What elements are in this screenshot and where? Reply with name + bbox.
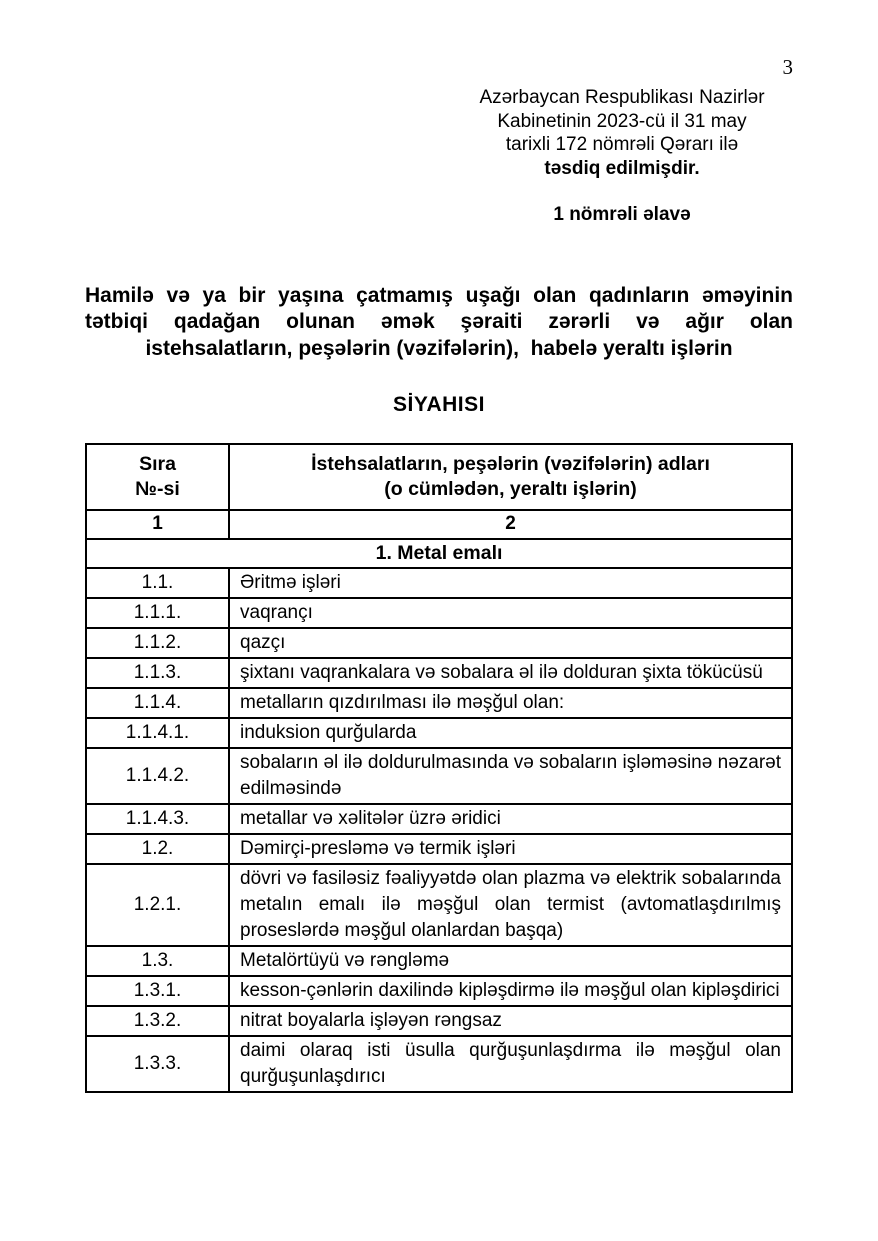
annex-label: 1 nömrəli əlavə	[553, 204, 691, 225]
table-row	[86, 864, 792, 946]
row-number: 1.1.1.	[86, 598, 229, 628]
table-row	[86, 658, 792, 688]
table-row	[86, 1036, 792, 1092]
list-heading: SİYAHISI	[393, 393, 485, 416]
column-index-2: 2	[229, 510, 792, 539]
title-line: Hamilə və ya bir yaşına çatmamış uşağı olan qadınların əməyinin	[85, 283, 793, 307]
header-cell-sira	[86, 444, 229, 510]
row-name: dövri və fasiləsiz fəaliyyətdə olan plazma və elektrik sobalarında metalın emalı ilə məşğul olan termist (avtomatlaşdırılmış proseslərdə məşğul olanlardan başqa)	[229, 864, 792, 946]
table-row	[86, 598, 792, 628]
section-row	[86, 539, 792, 568]
approval-line: Azərbaycan Respublikası Nazirlər	[479, 87, 765, 108]
row-number: 1.1.4.	[86, 688, 229, 718]
row-number: 1.1.4.1.	[86, 718, 229, 748]
approval-block	[450, 86, 794, 227]
row-name: Dəmirçi-presləmə və termik işləri	[229, 834, 792, 864]
header-sira-line2: №-si	[135, 478, 180, 500]
row-number: 1.1.3.	[86, 658, 229, 688]
header-sira-line1: Sıra	[139, 453, 176, 475]
row-name: kesson-çənlərin daxilində kipləşdirmə ilə məşğul olan kipləşdirici	[229, 976, 792, 1006]
row-name: Metalörtüyü və rəngləmə	[229, 946, 792, 976]
row-name: nitrat boyalarla işləyən rəngsaz	[229, 1006, 792, 1036]
title-line: istehsalatların, peşələrin (vəzifələrin), habelə yeraltı işlərin	[145, 336, 733, 360]
table-row	[86, 1006, 792, 1036]
table-row	[86, 976, 792, 1006]
row-number: 1.3.	[86, 946, 229, 976]
row-name: daimi olaraq isti üsulla qurğuşunlaşdırma ilə məşğul olan qurğuşunlaşdırıcı	[229, 1036, 792, 1092]
row-name: metallar və xəlitələr üzrə əridici	[229, 804, 792, 834]
row-number: 1.1.	[86, 568, 229, 598]
row-number: 1.1.4.3.	[86, 804, 229, 834]
row-number: 1.1.4.2.	[86, 748, 229, 804]
row-name: vaqrançı	[229, 598, 792, 628]
column-index-row	[86, 510, 792, 539]
table-row	[86, 688, 792, 718]
row-number: 1.3.1.	[86, 976, 229, 1006]
table-row	[86, 628, 792, 658]
row-name: metalların qızdırılması ilə məşğul olan:	[229, 688, 792, 718]
occupations-table	[85, 443, 793, 1093]
row-name: qazçı	[229, 628, 792, 658]
approval-line-bold: təsdiq edilmişdir.	[544, 157, 700, 179]
section-heading: 1. Metal emalı	[86, 539, 792, 568]
header-names-line2: (o cümlədən, yeraltı işlərin)	[384, 478, 637, 500]
title-line: tətbiqi qadağan olunan əmək şəraiti zərərli və ağır olan	[85, 310, 793, 333]
table-header-row	[86, 444, 792, 510]
table-row	[86, 804, 792, 834]
approval-line: tarixli 172 nömrəli Qərarı ilə	[505, 134, 739, 155]
row-name: sobaların əl ilə doldurulmasında və sobaların işləməsinə nəzarət edilməsində	[229, 748, 792, 804]
row-number: 1.2.	[86, 834, 229, 864]
row-number: 1.3.2.	[86, 1006, 229, 1036]
approval-line: Kabinetinin 2023-cü il 31 may	[497, 110, 747, 132]
header-names-line1: İstehsalatların, peşələrin (vəzifələrin) adları	[311, 453, 710, 475]
row-number: 1.2.1.	[86, 864, 229, 946]
table-row	[86, 834, 792, 864]
page-number: 3	[782, 55, 793, 79]
document-title	[85, 283, 793, 363]
row-name: şixtanı vaqrankalara və sobalara əl ilə dolduran şixta tökücüsü	[229, 658, 792, 688]
row-number: 1.3.3.	[86, 1036, 229, 1092]
row-number: 1.1.2.	[86, 628, 229, 658]
table-row	[86, 568, 792, 598]
table-row	[86, 748, 792, 804]
header-cell-names	[229, 444, 792, 510]
row-name: Əritmə işləri	[229, 568, 792, 598]
row-name: induksion qurğularda	[229, 718, 792, 748]
table-row	[86, 946, 792, 976]
column-index-1: 1	[86, 510, 229, 539]
table-body	[86, 539, 792, 1092]
table-row	[86, 718, 792, 748]
